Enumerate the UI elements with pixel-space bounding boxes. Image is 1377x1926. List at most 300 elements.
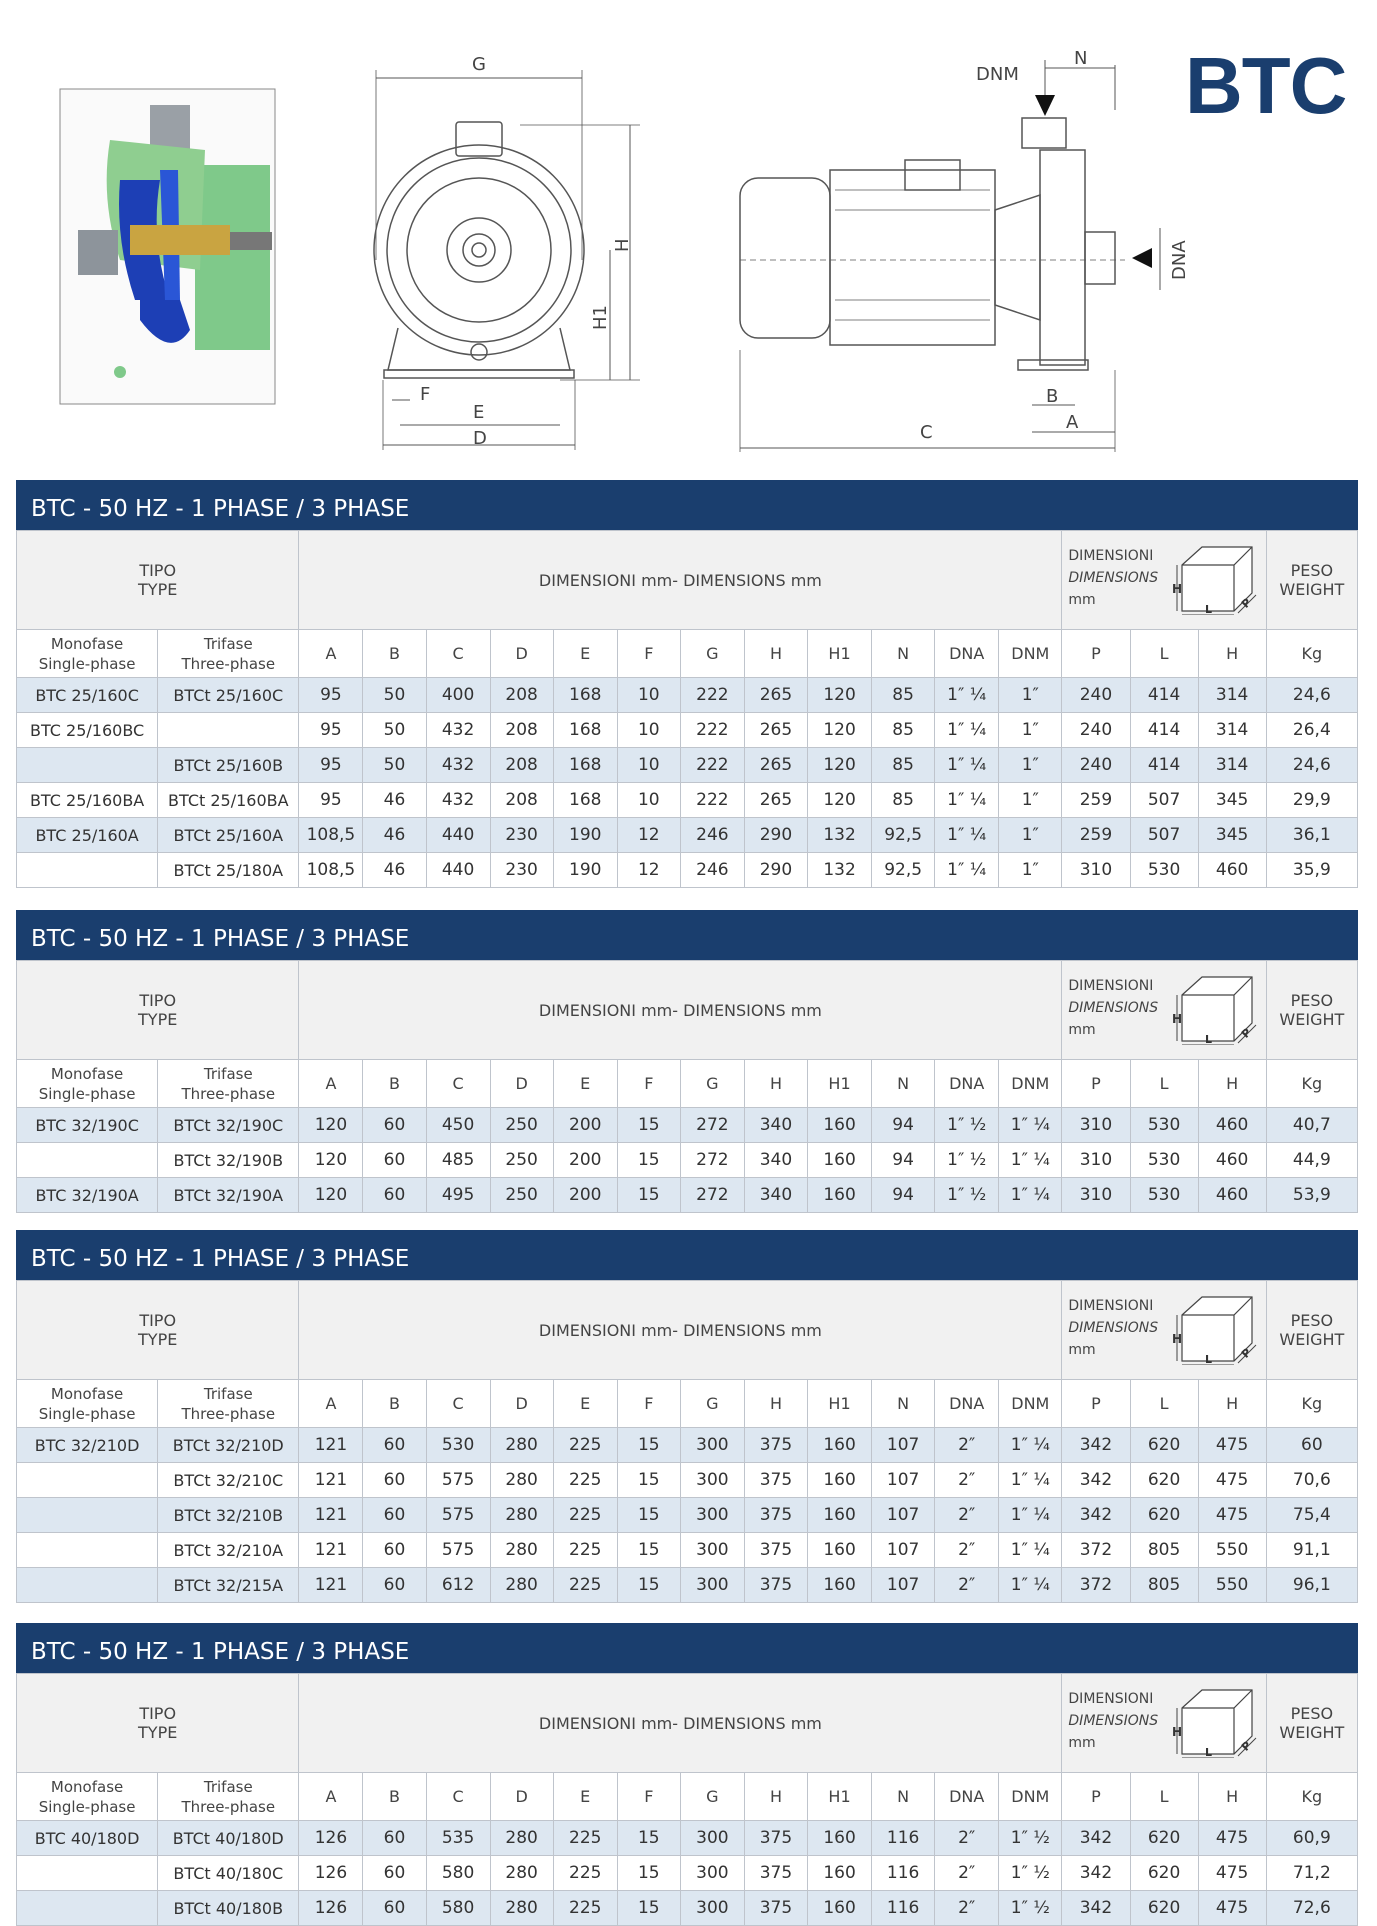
dimension-table — [16, 530, 1358, 888]
weight-label: WEIGHT — [1279, 1723, 1345, 1742]
table-cell: 190 — [553, 853, 617, 888]
dim-label-a: A — [1066, 412, 1079, 433]
column-header: H — [1198, 630, 1266, 678]
trifase-model-cell: BTCt 32/215A — [158, 1568, 299, 1603]
monofase-label: Monofase — [50, 634, 124, 653]
table-cell: 208 — [490, 783, 553, 818]
table-cell: 1″ ½ — [999, 1891, 1062, 1926]
table-cell: 2″ — [935, 1891, 999, 1926]
cube-p-label: P — [1238, 1025, 1254, 1041]
pack-dimensioni-label: DIMENSIONI — [1068, 1298, 1154, 1314]
table-cell: 530 — [426, 1428, 490, 1463]
trifase-model-cell: BTCt 25/160C — [158, 678, 299, 713]
table-cell: 342 — [1062, 1498, 1130, 1533]
table-cell: 222 — [680, 713, 744, 748]
cube-p-label: P — [1238, 1345, 1254, 1361]
dimension-table-section — [16, 1230, 1358, 1603]
table-cell: 375 — [744, 1821, 807, 1856]
table-cell: 805 — [1130, 1568, 1198, 1603]
column-header: L — [1130, 1060, 1198, 1108]
table-cell: 168 — [553, 748, 617, 783]
table-cell: 160 — [808, 1498, 872, 1533]
table-cell: 126 — [299, 1821, 363, 1856]
pack-dimensions-label: DIMENSIONS — [1068, 1713, 1159, 1729]
table-cell: 1″ ¼ — [935, 783, 999, 818]
monofase-model-cell — [17, 1856, 158, 1891]
table-cell: 225 — [553, 1891, 617, 1926]
table-cell: 432 — [426, 783, 490, 818]
cube-h-label: H — [1171, 1012, 1182, 1026]
trifase-header — [158, 1380, 299, 1428]
table-row — [17, 1428, 1358, 1463]
table-cell: 300 — [680, 1856, 744, 1891]
packaging-dimensions-header — [1062, 531, 1266, 630]
table-cell: 805 — [1130, 1533, 1198, 1568]
dim-label-b: B — [1046, 386, 1059, 407]
pack-dimensioni-label: DIMENSIONI — [1068, 978, 1154, 994]
table-cell: 15 — [617, 1143, 680, 1178]
table-cell: 620 — [1130, 1891, 1198, 1926]
table-cell: 535 — [426, 1821, 490, 1856]
pack-mm-label: mm — [1068, 1735, 1096, 1751]
table-row — [17, 713, 1358, 748]
weight-header — [1266, 531, 1357, 630]
table-cell: 15 — [617, 1856, 680, 1891]
column-header: D — [490, 630, 553, 678]
table-cell: 475 — [1198, 1891, 1266, 1926]
pump-side-view — [740, 60, 1160, 452]
table-cell: 375 — [744, 1463, 807, 1498]
table-cell: 620 — [1130, 1463, 1198, 1498]
table-cell: 24,6 — [1266, 678, 1357, 713]
table-cell: 60 — [363, 1143, 426, 1178]
table-cell: 530 — [1130, 1108, 1198, 1143]
column-header: B — [363, 1060, 426, 1108]
pack-dimensioni-label: DIMENSIONI — [1068, 548, 1154, 564]
table-cell: 280 — [490, 1891, 553, 1926]
monofase-model-cell: BTC 32/190C — [17, 1108, 158, 1143]
table-cell: 475 — [1198, 1821, 1266, 1856]
table-cell: 2″ — [935, 1498, 999, 1533]
table-cell: 222 — [680, 748, 744, 783]
table-cell: 12 — [617, 818, 680, 853]
tipo-label: TIPO — [139, 1311, 177, 1330]
column-header: E — [553, 630, 617, 678]
table-cell: 121 — [299, 1428, 363, 1463]
pack-dimensions-label: DIMENSIONS — [1068, 1320, 1159, 1336]
trifase-header — [158, 630, 299, 678]
table-cell: 450 — [426, 1108, 490, 1143]
table-cell: 60 — [363, 1428, 426, 1463]
column-header: H — [1198, 1060, 1266, 1108]
monofase-model-cell — [17, 1143, 158, 1178]
table-cell: 620 — [1130, 1856, 1198, 1891]
type-header — [17, 1281, 299, 1380]
cube-h-label: H — [1171, 1332, 1182, 1346]
table-cell: 200 — [553, 1108, 617, 1143]
table-header-row — [17, 1281, 1358, 1380]
table-cell: 46 — [363, 853, 426, 888]
packaging-dimensions-header — [1062, 1674, 1266, 1773]
table-cell: 575 — [426, 1498, 490, 1533]
dim-label-d: D — [473, 428, 487, 449]
package-cube-icon — [1172, 1293, 1258, 1365]
table-cell: 2″ — [935, 1533, 999, 1568]
type-label: TYPE — [138, 1010, 178, 1029]
dimensions-header: DIMENSIONI mm- DIMENSIONS mm — [299, 961, 1062, 1060]
package-cube-icon — [1172, 1686, 1258, 1758]
column-header: E — [553, 1773, 617, 1821]
table-cell: 208 — [490, 748, 553, 783]
table-cell: 265 — [744, 783, 807, 818]
table-cell: 240 — [1062, 748, 1130, 783]
table-cell: 265 — [744, 678, 807, 713]
table-row — [17, 783, 1358, 818]
table-header-row — [17, 1674, 1358, 1773]
table-cell: 1″ ½ — [935, 1178, 999, 1213]
table-cell: 225 — [553, 1568, 617, 1603]
column-header: DNA — [935, 1060, 999, 1108]
table-cell: 342 — [1062, 1891, 1130, 1926]
weight-label: WEIGHT — [1279, 1330, 1345, 1349]
column-header: Kg — [1266, 1773, 1357, 1821]
column-header: N — [872, 1773, 935, 1821]
table-cell: 120 — [808, 678, 872, 713]
table-cell: 1″ ¼ — [935, 678, 999, 713]
table-cell: 620 — [1130, 1428, 1198, 1463]
table-cell: 345 — [1198, 818, 1266, 853]
monofase-model-cell: BTC 25/160C — [17, 678, 158, 713]
table-cell: 259 — [1062, 783, 1130, 818]
table-cell: 1″ ¼ — [999, 1463, 1062, 1498]
table-cell: 50 — [363, 678, 426, 713]
table-cell: 280 — [490, 1533, 553, 1568]
dimension-table-section — [16, 480, 1358, 888]
monofase-model-cell — [17, 1498, 158, 1533]
column-header: L — [1130, 630, 1198, 678]
table-cell: 310 — [1062, 853, 1130, 888]
monofase-model-cell — [17, 748, 158, 783]
table-cell: 310 — [1062, 1178, 1130, 1213]
table-cell: 85 — [872, 783, 935, 818]
column-header: C — [426, 1380, 490, 1428]
pack-dimensions-label: DIMENSIONS — [1068, 570, 1159, 586]
table-cell: 272 — [680, 1143, 744, 1178]
type-header — [17, 1674, 299, 1773]
table-cell: 375 — [744, 1498, 807, 1533]
table-cell: 15 — [617, 1178, 680, 1213]
table-cell: 300 — [680, 1533, 744, 1568]
table-cell: 107 — [872, 1568, 935, 1603]
table-cell: 91,1 — [1266, 1533, 1357, 1568]
column-header: L — [1130, 1380, 1198, 1428]
pump-drawings — [0, 0, 1377, 470]
table-cell: 107 — [872, 1428, 935, 1463]
table-cell: 485 — [426, 1143, 490, 1178]
weight-header — [1266, 1281, 1357, 1380]
table-cell: 440 — [426, 818, 490, 853]
table-cell: 120 — [808, 748, 872, 783]
dimensions-header: DIMENSIONI mm- DIMENSIONS mm — [299, 1281, 1062, 1380]
cube-p-label: P — [1238, 1738, 1254, 1754]
monofase-header — [17, 1060, 158, 1108]
table-cell: 342 — [1062, 1463, 1130, 1498]
table-cell: 108,5 — [299, 853, 363, 888]
table-cell: 460 — [1198, 853, 1266, 888]
table-cell: 265 — [744, 713, 807, 748]
cube-l-label: L — [1204, 603, 1212, 615]
column-header: G — [680, 630, 744, 678]
table-cell: 246 — [680, 853, 744, 888]
peso-label: PESO — [1290, 991, 1334, 1010]
table-cell: 200 — [553, 1178, 617, 1213]
table-cell: 85 — [872, 748, 935, 783]
table-cell: 1″ ¼ — [999, 1143, 1062, 1178]
column-header: Kg — [1266, 1060, 1357, 1108]
table-cell: 1″ ½ — [999, 1856, 1062, 1891]
cube-h-label: H — [1171, 582, 1182, 596]
table-row — [17, 1178, 1358, 1213]
column-header: C — [426, 630, 490, 678]
dimensions-header: DIMENSIONI mm- DIMENSIONS mm — [299, 531, 1062, 630]
table-cell: 1″ ¼ — [935, 748, 999, 783]
column-header: F — [617, 1380, 680, 1428]
table-cell: 280 — [490, 1463, 553, 1498]
column-header: DNM — [999, 1380, 1062, 1428]
table-cell: 120 — [299, 1178, 363, 1213]
monofase-header — [17, 630, 158, 678]
table-cell: 40,7 — [1266, 1108, 1357, 1143]
column-header-row — [17, 1380, 1358, 1428]
table-cell: 342 — [1062, 1856, 1130, 1891]
monofase-label: Monofase — [50, 1064, 124, 1083]
column-header: P — [1062, 1060, 1130, 1108]
table-cell: 620 — [1130, 1498, 1198, 1533]
table-cell: 432 — [426, 713, 490, 748]
table-cell: 53,9 — [1266, 1178, 1357, 1213]
table-cell: 280 — [490, 1821, 553, 1856]
column-header: A — [299, 1773, 363, 1821]
table-cell: 342 — [1062, 1821, 1130, 1856]
table-cell: 160 — [808, 1178, 872, 1213]
table-cell: 160 — [808, 1108, 872, 1143]
trifase-label: Trifase — [203, 1777, 253, 1796]
table-cell: 15 — [617, 1463, 680, 1498]
table-cell: 222 — [680, 783, 744, 818]
column-header: A — [299, 1380, 363, 1428]
table-cell: 300 — [680, 1428, 744, 1463]
table-cell: 85 — [872, 678, 935, 713]
monofase-model-cell — [17, 1568, 158, 1603]
table-cell: 24,6 — [1266, 748, 1357, 783]
table-cell: 71,2 — [1266, 1856, 1357, 1891]
column-header: P — [1062, 630, 1130, 678]
trifase-model-cell: BTCt 32/190A — [158, 1178, 299, 1213]
pack-dimensions-label: DIMENSIONS — [1068, 1000, 1159, 1016]
three-phase-label: Three-phase — [181, 1084, 276, 1103]
table-cell: 1″ — [999, 853, 1062, 888]
table-cell: 132 — [808, 818, 872, 853]
table-cell: 272 — [680, 1108, 744, 1143]
table-cell: 116 — [872, 1821, 935, 1856]
monofase-model-cell: BTC 25/160BA — [17, 783, 158, 818]
table-cell: 460 — [1198, 1143, 1266, 1178]
column-header: B — [363, 1773, 426, 1821]
table-cell: 460 — [1198, 1178, 1266, 1213]
table-cell: 314 — [1198, 748, 1266, 783]
table-cell: 550 — [1198, 1568, 1266, 1603]
column-header: N — [872, 1380, 935, 1428]
table-cell: 2″ — [935, 1568, 999, 1603]
cube-l-label: L — [1204, 1746, 1212, 1758]
table-row — [17, 678, 1358, 713]
table-row — [17, 1533, 1358, 1568]
column-header: B — [363, 630, 426, 678]
table-cell: 345 — [1198, 783, 1266, 818]
column-header: F — [617, 1060, 680, 1108]
table-cell: 530 — [1130, 1178, 1198, 1213]
table-cell: 250 — [490, 1108, 553, 1143]
table-cell: 160 — [808, 1891, 872, 1926]
table-cell: 1″ ½ — [935, 1143, 999, 1178]
table-cell: 1″ ¼ — [999, 1428, 1062, 1463]
trifase-model-cell: BTCt 25/160B — [158, 748, 299, 783]
column-header: H — [744, 1773, 807, 1821]
table-cell: 290 — [744, 818, 807, 853]
three-phase-label: Three-phase — [181, 1797, 276, 1816]
table-cell: 160 — [808, 1463, 872, 1498]
table-cell: 85 — [872, 713, 935, 748]
table-cell: 280 — [490, 1856, 553, 1891]
table-cell: 15 — [617, 1821, 680, 1856]
tipo-label: TIPO — [139, 1704, 177, 1723]
table-cell: 375 — [744, 1568, 807, 1603]
table-cell: 280 — [490, 1498, 553, 1533]
table-cell: 620 — [1130, 1821, 1198, 1856]
table-cell: 222 — [680, 678, 744, 713]
column-header: Kg — [1266, 630, 1357, 678]
table-cell: 60 — [363, 1463, 426, 1498]
column-header: E — [553, 1380, 617, 1428]
pack-mm-label: mm — [1068, 1342, 1096, 1358]
table-cell: 95 — [299, 678, 363, 713]
trifase-header — [158, 1773, 299, 1821]
monofase-model-cell: BTC 25/160BC — [17, 713, 158, 748]
column-header: H — [1198, 1380, 1266, 1428]
monofase-model-cell: BTC 40/180D — [17, 1821, 158, 1856]
table-cell: 60 — [363, 1856, 426, 1891]
table-cell: 50 — [363, 713, 426, 748]
table-cell: 94 — [872, 1178, 935, 1213]
weight-label: WEIGHT — [1279, 1010, 1345, 1029]
table-cell: 46 — [363, 783, 426, 818]
table-row — [17, 748, 1358, 783]
table-cell: 10 — [617, 678, 680, 713]
column-header: C — [426, 1060, 490, 1108]
table-cell: 60 — [363, 1108, 426, 1143]
dim-label-dnm: DNM — [976, 64, 1019, 85]
table-cell: 60 — [363, 1498, 426, 1533]
table-cell: 121 — [299, 1498, 363, 1533]
table-cell: 225 — [553, 1533, 617, 1568]
column-header: H1 — [808, 1380, 872, 1428]
tipo-label: TIPO — [139, 561, 177, 580]
table-cell: 475 — [1198, 1498, 1266, 1533]
column-header: DNM — [999, 1773, 1062, 1821]
table-cell: 15 — [617, 1498, 680, 1533]
cube-l-label: L — [1204, 1353, 1212, 1365]
section-title: BTC - 50 HZ - 1 PHASE / 3 PHASE — [16, 1623, 1358, 1673]
table-cell: 60 — [363, 1178, 426, 1213]
type-header — [17, 531, 299, 630]
table-cell: 372 — [1062, 1568, 1130, 1603]
table-cell: 120 — [808, 783, 872, 818]
table-header-row — [17, 531, 1358, 630]
column-header: D — [490, 1060, 553, 1108]
table-cell: 259 — [1062, 818, 1130, 853]
pack-mm-label: mm — [1068, 592, 1096, 608]
table-cell: 70,6 — [1266, 1463, 1357, 1498]
trifase-header — [158, 1060, 299, 1108]
table-row — [17, 1463, 1358, 1498]
column-header: P — [1062, 1380, 1130, 1428]
table-cell: 240 — [1062, 713, 1130, 748]
table-cell: 94 — [872, 1143, 935, 1178]
peso-label: PESO — [1290, 561, 1334, 580]
dimension-table — [16, 960, 1358, 1213]
column-header: A — [299, 630, 363, 678]
table-cell: 121 — [299, 1568, 363, 1603]
package-cube-icon — [1172, 973, 1258, 1045]
trifase-model-cell: BTCt 40/180C — [158, 1856, 299, 1891]
trifase-model-cell: BTCt 32/190B — [158, 1143, 299, 1178]
table-cell: 414 — [1130, 748, 1198, 783]
column-header: H — [744, 1060, 807, 1108]
table-cell: 225 — [553, 1821, 617, 1856]
table-row — [17, 1143, 1358, 1178]
column-header: H1 — [808, 1773, 872, 1821]
table-cell: 60 — [363, 1568, 426, 1603]
table-cell: 375 — [744, 1856, 807, 1891]
table-cell: 1″ ½ — [935, 1108, 999, 1143]
weight-header — [1266, 961, 1357, 1060]
table-cell: 1″ — [999, 818, 1062, 853]
table-cell: 60 — [363, 1891, 426, 1926]
column-header: F — [617, 630, 680, 678]
table-cell: 44,9 — [1266, 1143, 1357, 1178]
table-cell: 120 — [299, 1108, 363, 1143]
table-cell: 160 — [808, 1143, 872, 1178]
table-cell: 272 — [680, 1178, 744, 1213]
table-cell: 507 — [1130, 783, 1198, 818]
table-cell: 60 — [363, 1533, 426, 1568]
column-header: L — [1130, 1773, 1198, 1821]
table-row — [17, 1568, 1358, 1603]
table-cell: 1″ ¼ — [935, 713, 999, 748]
table-cell: 60 — [1266, 1428, 1357, 1463]
table-cell: 225 — [553, 1428, 617, 1463]
peso-label: PESO — [1290, 1311, 1334, 1330]
table-cell: 1″ ¼ — [999, 1178, 1062, 1213]
table-cell: 46 — [363, 818, 426, 853]
column-header-row — [17, 1060, 1358, 1108]
table-cell: 94 — [872, 1108, 935, 1143]
weight-header — [1266, 1674, 1357, 1773]
pack-dimensioni-label: DIMENSIONI — [1068, 1691, 1154, 1707]
trifase-model-cell: BTCt 32/210C — [158, 1463, 299, 1498]
table-cell: 300 — [680, 1463, 744, 1498]
table-cell: 190 — [553, 818, 617, 853]
